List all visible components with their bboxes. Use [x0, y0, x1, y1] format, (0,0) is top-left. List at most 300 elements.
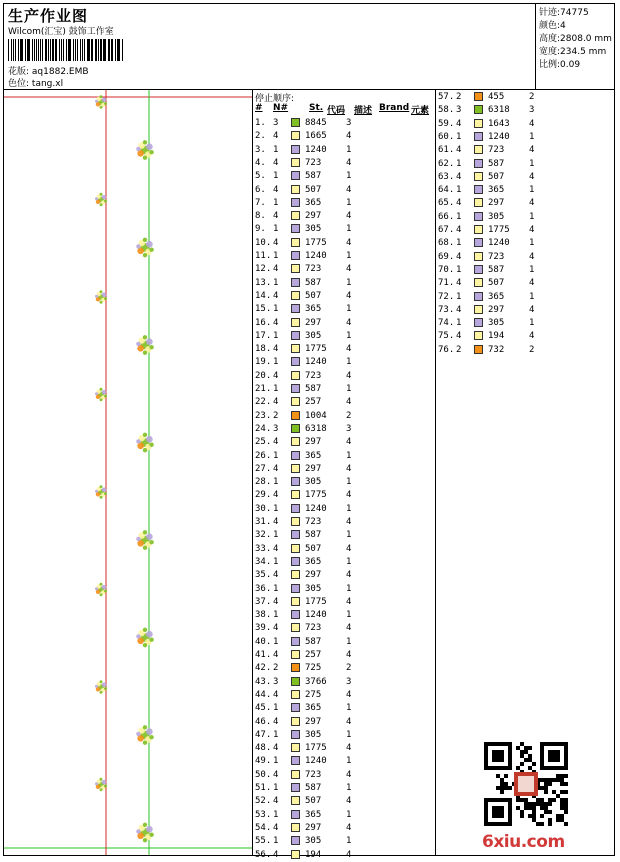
row-index: 43. [255, 676, 272, 687]
barcode-bar [96, 39, 97, 61]
color-swatch [291, 477, 300, 486]
row-element: 1 [346, 836, 352, 847]
barcode-bar [40, 39, 41, 61]
row-code: 507 [305, 543, 322, 554]
barcode-bar [32, 39, 33, 61]
barcode-bar [28, 39, 29, 61]
row-element: 4 [346, 437, 352, 448]
row-needle: 3 [456, 105, 462, 116]
color-swatch [474, 132, 483, 141]
row-code: 275 [305, 689, 322, 700]
row-needle: 1 [273, 304, 279, 315]
row-element: 1 [346, 783, 352, 793]
row-code: 507 [305, 290, 322, 301]
large-flower-motif [143, 725, 147, 729]
table-row [253, 622, 435, 635]
table-row [253, 835, 435, 848]
row-code: 587 [488, 264, 505, 275]
row-index: 40. [255, 636, 272, 647]
row-index: 31. [255, 517, 272, 527]
design-value: aq1882.EMB [31, 67, 89, 77]
small-flower-motif [102, 390, 107, 395]
qr-module [532, 818, 536, 822]
table-row [253, 197, 435, 210]
row-code: 455 [488, 92, 505, 102]
color-swatch [291, 544, 300, 553]
row-index: 47. [255, 729, 272, 740]
row-needle: 4 [273, 211, 279, 222]
qr-module [516, 766, 520, 770]
row-needle: 4 [273, 237, 279, 248]
row-code: 305 [305, 330, 322, 341]
table-row [253, 609, 435, 622]
table-row [253, 317, 435, 330]
color-swatch [474, 252, 483, 261]
table-row [253, 809, 435, 822]
color-swatch [474, 238, 483, 247]
row-needle: 1 [273, 836, 279, 847]
table-row [436, 171, 612, 184]
row-element: 1 [346, 556, 352, 567]
qr-finder-center [492, 806, 504, 818]
row-index: 7. [255, 197, 266, 208]
qr-module [536, 802, 540, 806]
row-code: 723 [488, 251, 505, 262]
qr-module [556, 778, 560, 782]
color-swatch [474, 198, 483, 207]
qr-module [516, 798, 520, 802]
row-element: 1 [346, 729, 352, 740]
qr-module [520, 810, 524, 814]
row-element: 1 [346, 197, 352, 208]
row-element: 4 [346, 650, 352, 660]
qr-module [540, 786, 544, 790]
color-swatch [291, 610, 300, 619]
small-flower-motif [95, 295, 98, 298]
qr-module [540, 798, 544, 802]
barcode-bar [45, 39, 47, 61]
row-needle: 1 [273, 171, 279, 182]
row-element: 4 [346, 517, 352, 527]
row-needle: 1 [456, 291, 462, 302]
row-element: 4 [346, 822, 352, 833]
row-index: 65. [438, 198, 455, 209]
large-flower-motif [136, 634, 140, 638]
row-index: 60. [438, 131, 455, 142]
table-row [253, 370, 435, 383]
table-row [253, 662, 435, 675]
qr-module [500, 782, 504, 786]
row-element: 1 [346, 330, 352, 341]
row-needle: 3 [273, 676, 279, 687]
row-needle: 4 [273, 570, 279, 581]
color-swatch [474, 225, 483, 234]
row-index: 33. [255, 543, 272, 554]
color-swatch [291, 238, 300, 247]
row-element: 4 [346, 264, 352, 275]
row-element: 1 [529, 238, 535, 249]
table-row [253, 516, 435, 529]
row-code: 297 [488, 304, 505, 315]
row-needle: 4 [273, 290, 279, 301]
row-code: 723 [488, 145, 505, 156]
row-needle: 4 [456, 278, 462, 289]
small-flower-motif [102, 488, 107, 493]
row-element: 1 [346, 610, 352, 621]
qr-module [556, 818, 560, 822]
row-index: 34. [255, 556, 272, 567]
barcode-bar [21, 39, 23, 61]
row-code: 587 [305, 636, 322, 647]
row-element: 1 [529, 131, 535, 142]
qr-module [560, 790, 564, 794]
row-needle: 4 [273, 849, 279, 860]
qr-module [544, 790, 548, 794]
barcode-bar [69, 39, 71, 61]
qr-module [552, 790, 556, 794]
barcode-bar [117, 39, 118, 61]
large-flower-motif [143, 238, 147, 242]
qr-module [524, 746, 528, 750]
large-flower-motif [146, 533, 153, 540]
row-needle: 1 [273, 277, 279, 288]
row-index: 67. [438, 225, 455, 235]
qr-module [532, 802, 536, 806]
row-needle: 4 [456, 118, 462, 129]
row-code: 723 [305, 623, 322, 634]
row-element: 2 [346, 410, 352, 421]
color-swatch [291, 304, 300, 313]
small-flower-motif [95, 392, 98, 395]
small-flower-motif [102, 585, 107, 590]
qr-module [516, 746, 520, 750]
row-needle: 4 [273, 490, 279, 501]
large-flower-motif [146, 241, 153, 248]
row-needle: 4 [456, 225, 462, 235]
large-flower-motif [143, 823, 147, 827]
row-element: 2 [529, 92, 535, 102]
color-swatch [474, 119, 483, 128]
row-needle: 1 [456, 211, 462, 222]
row-index: 72. [438, 291, 455, 302]
color-swatch [474, 172, 483, 181]
qr-module [560, 778, 564, 782]
color-swatch [291, 530, 300, 539]
color-swatch [474, 105, 483, 114]
table-row [436, 91, 612, 104]
row-element: 4 [346, 769, 352, 780]
row-element: 1 [529, 291, 535, 302]
row-code: 305 [305, 477, 322, 488]
color-swatch [291, 650, 300, 659]
row-index: 50. [255, 769, 272, 780]
production-worksheet [3, 3, 615, 860]
row-code: 507 [488, 171, 505, 182]
qr-module [528, 802, 532, 806]
color-swatch [291, 637, 300, 646]
row-index: 73. [438, 304, 455, 315]
qr-module [548, 782, 552, 786]
barcode-bar [25, 39, 26, 61]
row-index: 30. [255, 503, 272, 514]
large-flower-motif [146, 826, 153, 833]
small-flower-motif [95, 587, 98, 590]
row-index: 16. [255, 317, 272, 328]
row-code: 732 [488, 344, 505, 355]
row-code: 1004 [305, 410, 327, 421]
qr-module [560, 774, 564, 778]
barcode-bar [122, 39, 123, 61]
large-flower-motif [136, 537, 140, 541]
row-index: 37. [255, 596, 272, 607]
table-row [436, 224, 612, 237]
row-needle: 1 [273, 703, 279, 714]
stat-width: 宽度:234.5 mm [539, 47, 607, 57]
table-row [436, 291, 612, 304]
color-swatch [291, 717, 300, 726]
row-needle: 2 [273, 663, 279, 674]
row-element: 4 [529, 118, 535, 129]
row-index: 35. [255, 570, 272, 581]
colorway-label: 色位: [8, 79, 30, 89]
stats-panel [535, 4, 613, 89]
qr-module [552, 778, 556, 782]
color-swatch [291, 517, 300, 526]
large-flower-motif [143, 335, 147, 339]
color-swatch [291, 557, 300, 566]
row-needle: 1 [273, 384, 279, 394]
row-needle: 1 [273, 530, 279, 541]
table-row [253, 303, 435, 316]
row-index: 5. [255, 171, 266, 182]
row-index: 69. [438, 251, 455, 262]
row-element: 4 [529, 171, 535, 182]
qr-module [548, 810, 552, 814]
qr-module [520, 742, 524, 746]
row-element: 4 [346, 211, 352, 222]
row-needle: 1 [273, 251, 279, 261]
row-needle: 1 [273, 503, 279, 514]
row-code: 305 [305, 836, 322, 847]
row-element: 1 [529, 158, 535, 169]
qr-module [520, 762, 524, 766]
header-brand: Brand [379, 103, 410, 113]
small-flower-motif [104, 200, 107, 203]
row-code: 1240 [305, 144, 327, 155]
large-flower-motif [143, 253, 147, 257]
qr-code [484, 742, 568, 826]
row-needle: 4 [456, 251, 462, 262]
row-element: 4 [346, 596, 352, 607]
table-row [253, 277, 435, 290]
large-flower-motif [149, 248, 153, 252]
header-code: 代码 [327, 106, 346, 116]
row-element: 4 [346, 689, 352, 700]
table-row [253, 596, 435, 609]
large-flower-motif [136, 342, 140, 346]
row-code: 1643 [488, 118, 510, 129]
color-swatch [291, 783, 300, 792]
small-flower-motif [104, 687, 107, 690]
color-swatch [291, 344, 300, 353]
color-swatch [474, 278, 483, 287]
table-row [253, 782, 435, 795]
table-row [253, 170, 435, 183]
row-index: 64. [438, 185, 455, 196]
color-swatch [291, 318, 300, 327]
color-swatch [474, 345, 483, 354]
row-needle: 1 [273, 197, 279, 208]
row-element: 4 [346, 849, 352, 860]
small-flower-motif [100, 290, 103, 293]
row-code: 305 [305, 224, 322, 235]
row-needle: 1 [273, 610, 279, 621]
qr-module [556, 794, 560, 798]
row-code: 365 [488, 291, 505, 302]
barcode-bar [34, 39, 35, 61]
qr-module [556, 774, 560, 778]
small-flower-motif [102, 683, 107, 688]
large-flower-motif [143, 530, 147, 534]
row-index: 57. [438, 92, 455, 102]
row-code: 1240 [305, 357, 327, 368]
row-needle: 4 [456, 331, 462, 342]
color-swatch [291, 411, 300, 420]
barcode-bar [77, 39, 78, 61]
row-code: 587 [488, 158, 505, 169]
row-index: 44. [255, 689, 272, 700]
embroidery-preview-canvas [4, 90, 252, 855]
row-needle: 4 [273, 184, 279, 195]
color-swatch [474, 265, 483, 274]
table-row [253, 742, 435, 755]
row-code: 305 [488, 211, 505, 222]
barcode-bar [50, 39, 51, 61]
table-row [253, 450, 435, 463]
row-element: 4 [529, 198, 535, 209]
table-row [253, 689, 435, 702]
row-code: 6318 [488, 105, 510, 116]
row-code: 365 [305, 197, 322, 208]
barcode-bar [88, 39, 89, 61]
table-row [253, 356, 435, 369]
table-row [253, 463, 435, 476]
row-index: 2. [255, 131, 266, 142]
row-element: 4 [346, 796, 352, 807]
row-code: 723 [305, 157, 322, 168]
small-flower-motif [100, 691, 103, 694]
row-needle: 1 [273, 636, 279, 647]
color-swatch [474, 331, 483, 340]
row-element: 1 [346, 636, 352, 647]
row-needle: 1 [273, 330, 279, 341]
row-element: 4 [346, 157, 352, 168]
row-element: 4 [346, 317, 352, 328]
table-row [253, 250, 435, 263]
row-code: 365 [305, 304, 322, 315]
row-index: 12. [255, 264, 272, 275]
header-description: 描述 [354, 106, 373, 116]
color-swatch [291, 823, 300, 832]
qr-module [560, 802, 564, 806]
row-code: 8845 [305, 118, 327, 128]
row-needle: 4 [456, 145, 462, 156]
row-index: 53. [255, 809, 272, 820]
color-swatch [291, 623, 300, 632]
barcode-bar [52, 39, 53, 61]
row-needle: 1 [456, 264, 462, 275]
row-code: 365 [488, 185, 505, 196]
row-index: 38. [255, 610, 272, 621]
table-row [253, 396, 435, 409]
qr-module [548, 778, 552, 782]
row-code: 1775 [305, 344, 327, 355]
row-index: 27. [255, 463, 272, 474]
row-element: 1 [346, 583, 352, 594]
row-needle: 4 [273, 397, 279, 408]
small-flower-motif [104, 102, 107, 105]
row-index: 62. [438, 158, 455, 169]
colorway-value: tang.xl [31, 79, 64, 89]
table-row [253, 117, 435, 130]
row-index: 70. [438, 264, 455, 275]
qr-module [532, 806, 536, 810]
row-code: 297 [305, 822, 322, 833]
row-code: 305 [305, 583, 322, 594]
row-needle: 4 [273, 437, 279, 448]
small-flower-motif [100, 203, 103, 206]
color-swatch [291, 836, 300, 845]
small-flower-motif [104, 395, 107, 398]
row-index: 17. [255, 330, 272, 341]
stat-stitches: 针迹:74775 [539, 8, 589, 18]
row-code: 723 [305, 370, 322, 381]
table-row [253, 383, 435, 396]
row-code: 1240 [305, 756, 327, 767]
row-code: 297 [305, 317, 322, 328]
large-flower-motif [146, 728, 153, 735]
large-flower-motif [146, 436, 153, 443]
barcode-bar [59, 39, 60, 61]
row-element: 3 [346, 423, 352, 434]
table-row [436, 197, 612, 210]
row-index: 22. [255, 397, 272, 408]
qr-module [544, 810, 548, 814]
small-flower-motif [95, 685, 98, 688]
large-flower-motif [149, 540, 153, 544]
row-index: 61. [438, 145, 455, 156]
color-swatch [291, 278, 300, 287]
small-flower-motif [104, 492, 107, 495]
row-index: 56. [255, 849, 272, 860]
small-flower-motif [102, 293, 107, 298]
row-needle: 1 [456, 238, 462, 249]
barcode-bar [8, 39, 9, 61]
color-swatch [291, 264, 300, 273]
row-index: 75. [438, 331, 455, 342]
row-code: 365 [305, 703, 322, 714]
qr-module [516, 806, 520, 810]
table-row [436, 330, 612, 343]
row-needle: 2 [273, 410, 279, 421]
barcode-bar [111, 39, 113, 61]
table-row [253, 130, 435, 143]
barcode-bar [13, 39, 14, 61]
color-swatch [474, 92, 483, 101]
row-needle: 4 [456, 304, 462, 315]
small-flower-motif [100, 193, 103, 196]
color-swatch [291, 584, 300, 593]
